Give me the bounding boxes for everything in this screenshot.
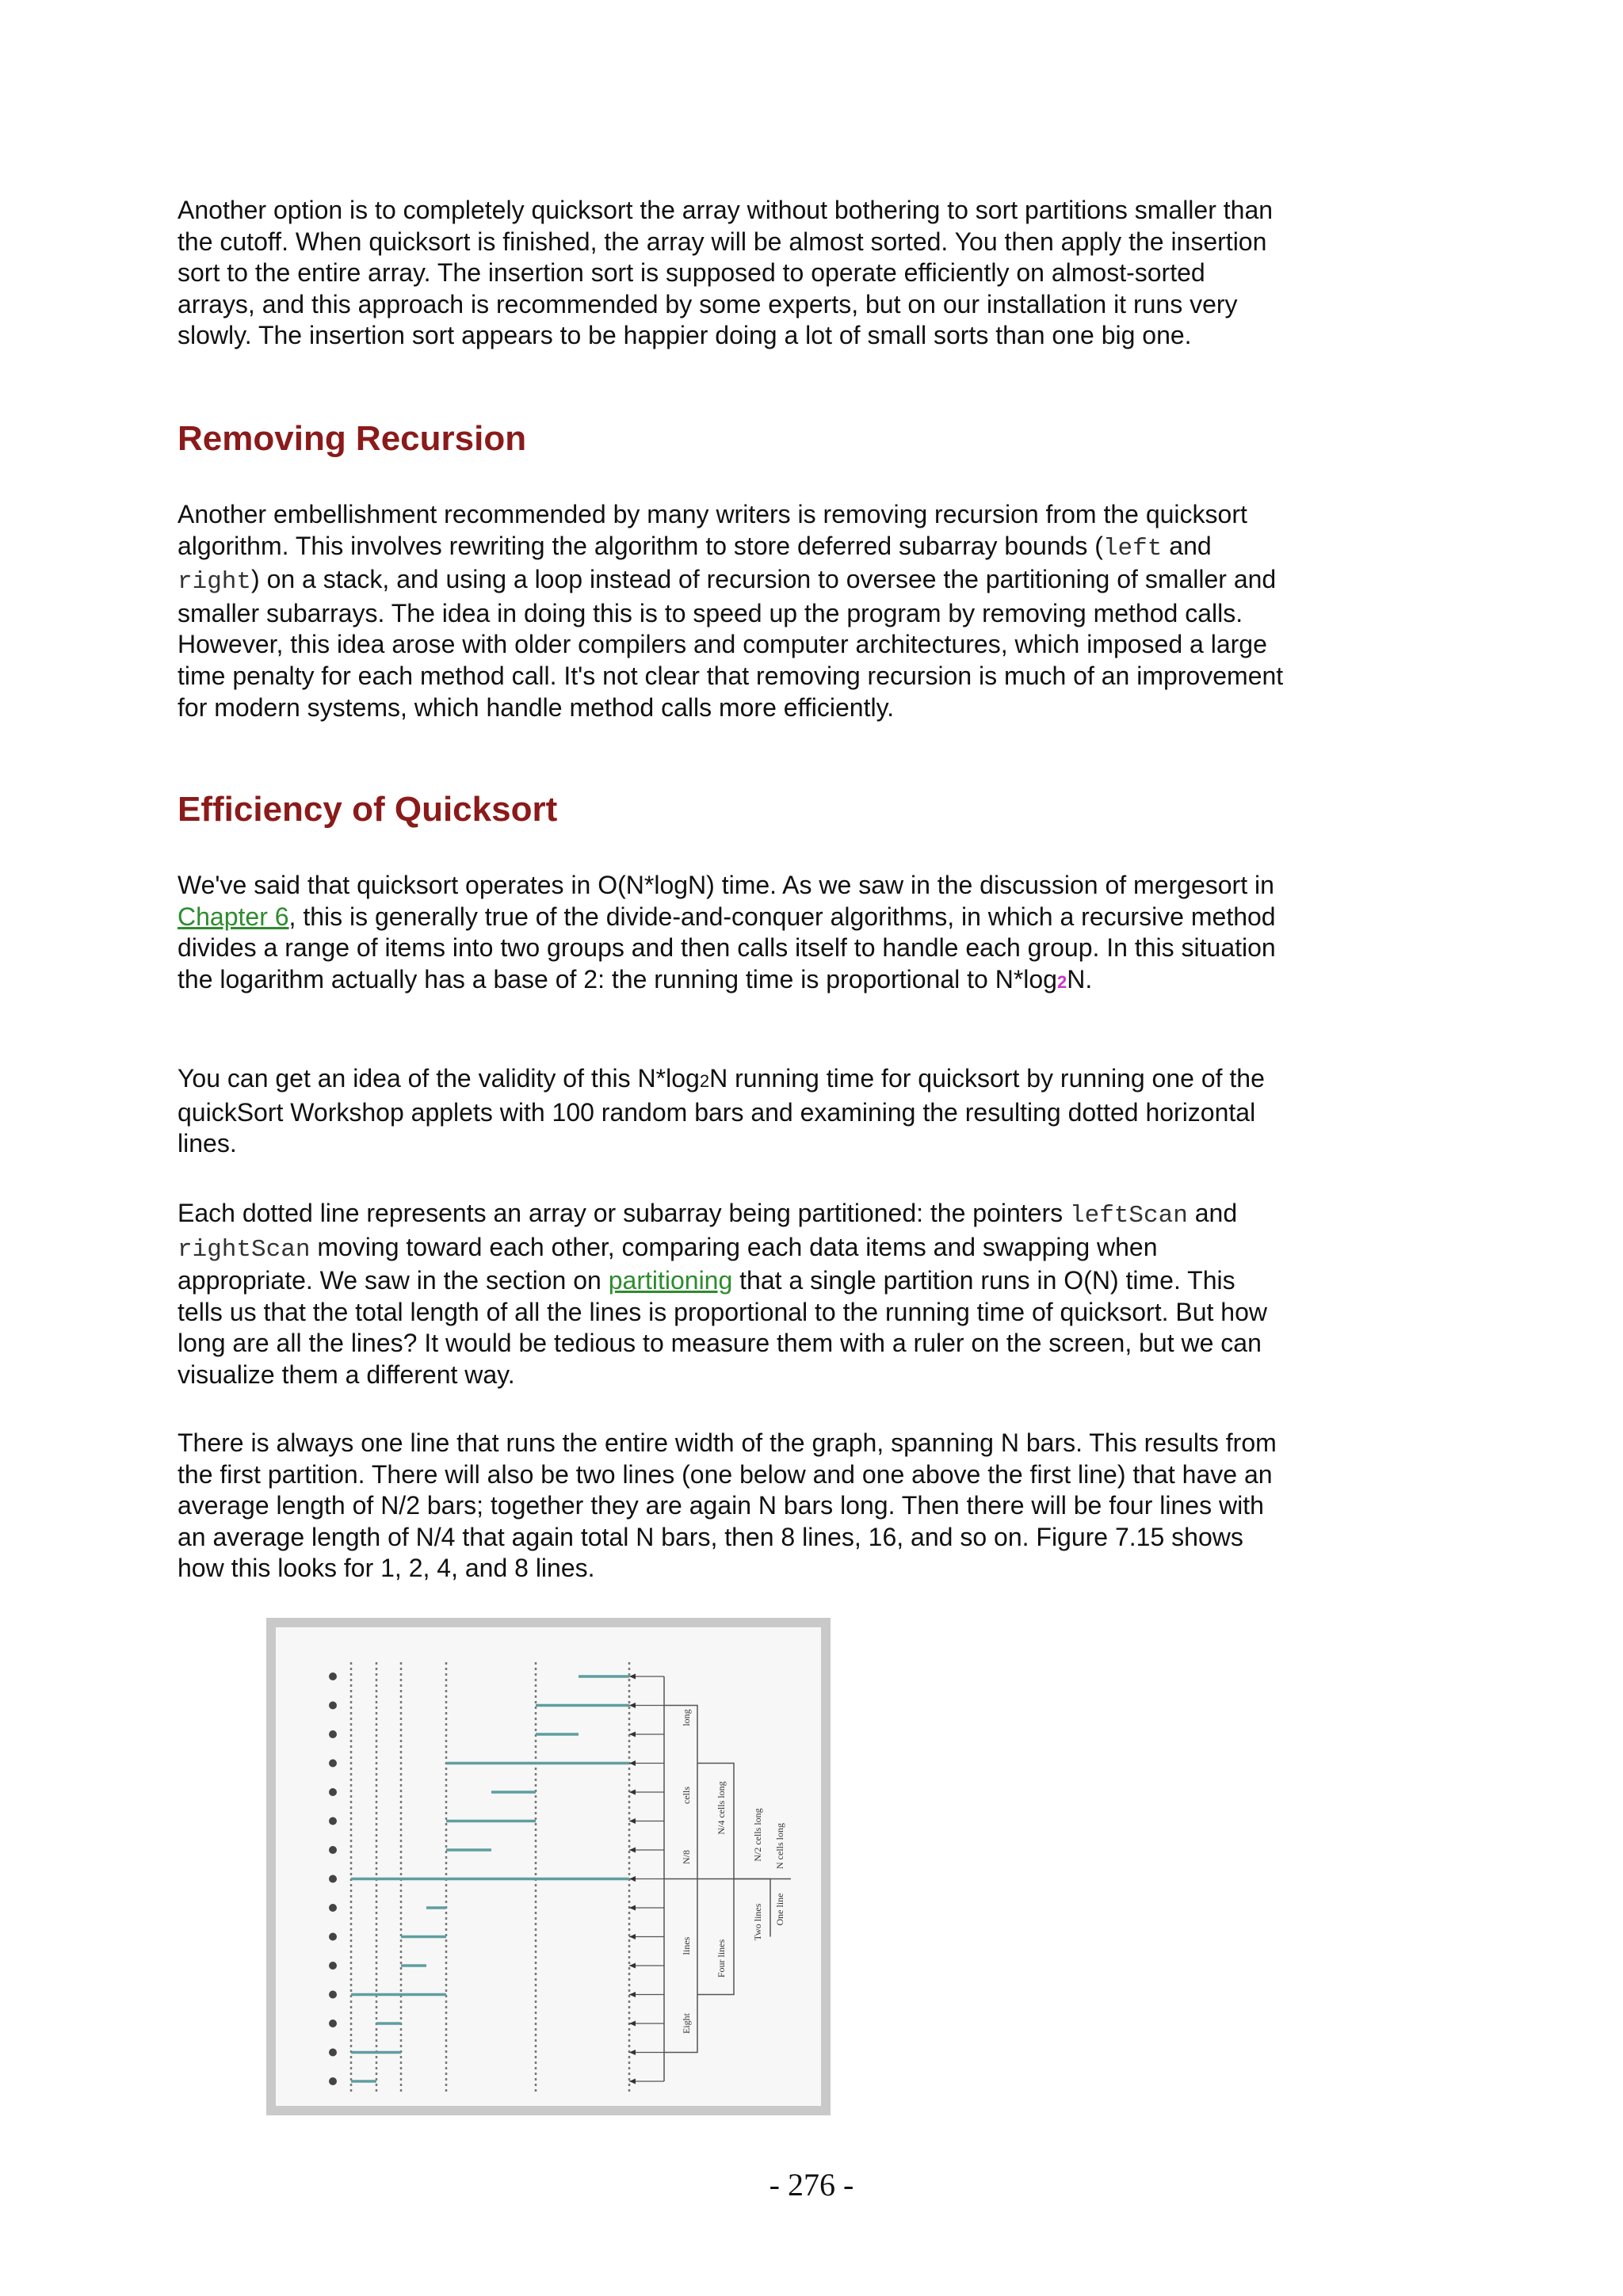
label-lines: lines [681, 1936, 692, 1955]
label-cells: cells [681, 1787, 692, 1804]
heading-efficiency-of-quicksort: Efficiency of Quicksort [178, 790, 558, 829]
label-long: long [681, 1709, 692, 1726]
label-four-lines: Four lines [716, 1939, 727, 1978]
bar-marker-dot [329, 1933, 337, 1941]
bar-marker-dot [329, 1730, 337, 1738]
bar-marker-dot [329, 1817, 337, 1825]
figure-7-15 [266, 1618, 831, 2115]
bar-marker-dot [329, 1672, 337, 1680]
bar-marker-dot [329, 2049, 337, 2057]
label-one-line: One line [774, 1893, 785, 1926]
text: You can get an idea of the validity of this N*log [178, 1064, 700, 1093]
log-base-subscript: 2 [1056, 971, 1067, 992]
bar-marker-dot [329, 1962, 337, 1970]
heading-removing-recursion: Removing Recursion [178, 419, 527, 458]
bar-marker-dot [329, 2077, 337, 2085]
text: ) on a stack, and using a loop instead of recursion to oversee the partitioning of smaller and smaller subarrays. The idea in doing this is to speed up the program by removing method calls. However, this idea arose with older compilers and computer architectures, which imposed a large time penalty for each method call. It's not clear that removing recursion is much of an improvement for modern systems, which handle method calls more efficiently. [178, 565, 1284, 722]
paragraph-dotted-lines [178, 1198, 1287, 1391]
paragraph-quicksort-complexity [178, 870, 1287, 997]
bar-marker-dot [329, 1760, 337, 1768]
label-two-lines: Two lines [752, 1903, 763, 1941]
bar-marker-dot [329, 1875, 337, 1883]
bar-markers [329, 1672, 337, 2085]
text: N. [1067, 964, 1093, 994]
text: N running time for quicksort by running one of the quickSort Workshop applets with 100 random bars and examining the resulting dotted horizontal lines. [178, 1064, 1265, 1158]
paragraph-insertion-sort-option: Another option is to completely quicksort the array without bothering to sort partitions smaller than the cutoff. When quicksort is finished, the array will be almost sorted. You then apply the insertion sort to the entire array. The insertion sort is supposed to operate efficiently on almost-sorted arrays, and this approach is recommended by some experts, but on our installation it runs very slowly. The insertion sort appears to be happier doing a lot of small sorts than one big one. [178, 196, 1274, 350]
label-n2-cells-long: N/2 cells long [752, 1808, 763, 1862]
paragraph-removing-recursion [178, 499, 1287, 723]
figure-background [276, 1627, 821, 2106]
label-n-cells-long: N cells long [774, 1823, 785, 1869]
label-n4-cells-long: N/4 cells long [716, 1781, 727, 1835]
text: Another embellishment recommended by many writers is removing recursion from the quicksort algorithm. This involves rewriting the algorithm to store deferred subarray bounds ( [178, 500, 1247, 560]
text: , this is generally true of the divide-and-conquer algorithms, in which a recursive method divides a range of items into two groups and then calls itself to handle each group. In this situation the logarithm actually has a base of 2: the running time is proportional to N*log [178, 902, 1276, 994]
partitioning-link[interactable]: partitioning [608, 1266, 733, 1295]
text: and [1162, 531, 1212, 560]
text: and [1187, 1199, 1238, 1227]
code-leftscan: leftScan [1070, 1202, 1188, 1230]
chapter-6-link[interactable]: Chapter 6 [178, 902, 289, 931]
code-right: right [178, 568, 252, 597]
paragraph-line-lengths: There is always one line that runs the entire width of the graph, spanning N bars. This results from the first partition. There will also be two lines (one below and one above the first line) that have an average length of N/2 bars; together they are again N bars long. Then there will be four lines with an average length of N/4 that again total N bars, then 8 lines, 16, and so on. Figure 7.15 shows how this looks for 1, 2, 4, and 8 lines. [178, 1428, 1277, 1583]
bar-marker-dot [329, 1846, 337, 1854]
bar-marker-dot [329, 1904, 337, 1912]
label-eight: Eight [681, 2013, 692, 2034]
bar-marker-dot [329, 1702, 337, 1710]
text: We've said that quicksort operates in O(N*logN) time. As we saw in the discussion of mergesort in [178, 871, 1274, 899]
text: that a single partition runs in O(N) time. This tells us that the total length of all the lines is proportional to the running time of quicksort. But how long are all the lines? It would be tedious to measure them with a ruler on the screen, but we can visualize them a different way. [178, 1266, 1267, 1389]
text: moving toward each other, comparing each data items and swapping when appropriate. We saw in the section on [178, 1232, 1158, 1295]
log-base-subscript: 2 [699, 1071, 710, 1091]
text: Each dotted line represents an array or subarray being partitioned: the pointers [178, 1199, 1070, 1227]
bar-marker-dot [329, 1991, 337, 1999]
paragraph-workshop-applet [178, 1063, 1287, 1160]
bar-marker-dot [329, 1788, 337, 1796]
label-n8: N/8 [681, 1850, 692, 1864]
code-rightscan: rightScan [178, 1235, 311, 1264]
bar-marker-dot [329, 2019, 337, 2027]
page-number: - 276 - [769, 2167, 854, 2203]
code-left: left [1102, 534, 1163, 563]
partition-lines-diagram [276, 1627, 821, 2106]
